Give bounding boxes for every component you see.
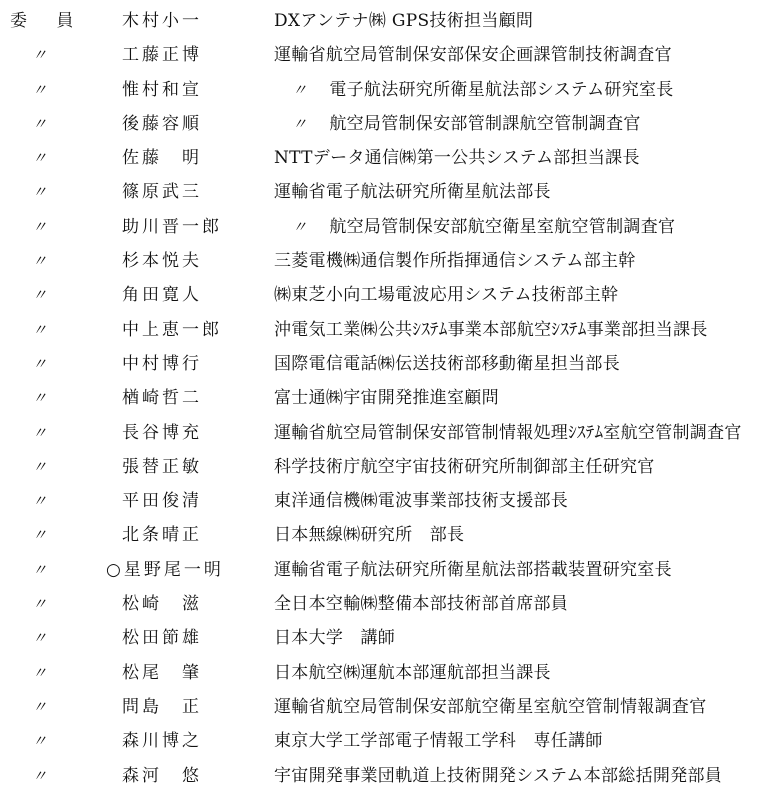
member-roster bbox=[0, 4, 784, 793]
member-affiliation: 国際電信電話㈱伝送技術部移動衛星担当部長 bbox=[274, 353, 620, 374]
member-name: 中上恵一郎 bbox=[122, 319, 222, 340]
member-affiliation: ㈱東芝小向工場電波応用システム技術部主幹 bbox=[274, 285, 619, 306]
member-name: 問島 正 bbox=[122, 696, 202, 717]
member-row bbox=[0, 210, 784, 244]
member-row bbox=[0, 313, 784, 347]
member-affiliation: 日本大学 講師 bbox=[274, 628, 396, 649]
member-row bbox=[0, 38, 784, 72]
member-role: 〃 bbox=[32, 560, 48, 579]
member-affiliation: 運輸省航空局管制保安部航空衛星室航空管制情報調査官 bbox=[274, 696, 707, 717]
member-row bbox=[0, 656, 784, 690]
member-row bbox=[0, 347, 784, 381]
member-affiliation: NTTデータ通信㈱第一公共システム部担当課長 bbox=[274, 148, 640, 169]
member-name: 木村小一 bbox=[122, 11, 202, 31]
member-name: 張替正敏 bbox=[122, 456, 202, 477]
member-role: 〃 bbox=[32, 114, 48, 133]
member-role: 〃 bbox=[32, 46, 48, 65]
member-affiliation: 全日本空輸㈱整備本部技術部首席部員 bbox=[274, 594, 569, 615]
member-role: 〃 bbox=[32, 629, 48, 648]
member-affiliation: 運輸省航空局管制保安部管制情報処理ｼｽﾃﾑ室航空管制調査官 bbox=[274, 422, 742, 443]
member-row bbox=[0, 278, 784, 312]
member-affiliation: 日本航空㈱運航本部運航部担当課長 bbox=[274, 662, 551, 683]
member-name-chair-marked: ○星野尾一明 bbox=[106, 559, 224, 580]
member-affiliation: 東京大学工学部電子情報工学科 専任講師 bbox=[274, 731, 603, 752]
member-affiliation: 日本無線㈱研究所 部長 bbox=[274, 525, 465, 546]
member-name: 中村博行 bbox=[122, 353, 202, 374]
member-affiliation: 運輸省電子航法研究所衛星航法部長 bbox=[274, 182, 551, 203]
member-role: 〃 bbox=[32, 732, 48, 751]
affiliation-ditto-mark: 〃 bbox=[292, 217, 308, 236]
member-role: 〃 bbox=[32, 149, 48, 168]
member-name: 角田寛人 bbox=[122, 285, 202, 306]
member-row bbox=[0, 450, 784, 484]
member-name: 後藤容順 bbox=[122, 113, 202, 134]
member-role: 〃 bbox=[32, 183, 48, 202]
affiliation-ditto-mark: 〃 bbox=[292, 114, 308, 133]
member-name: 長谷博充 bbox=[122, 422, 202, 443]
member-row bbox=[0, 518, 784, 552]
member-affiliation: 運輸省航空局管制保安部保安企画課管制技術調査官 bbox=[274, 45, 672, 66]
member-row bbox=[0, 175, 784, 209]
member-name: 佐藤 明 bbox=[122, 148, 202, 169]
member-role: 〃 bbox=[32, 286, 48, 305]
member-affiliation-block bbox=[292, 210, 784, 244]
member-row bbox=[0, 141, 784, 175]
member-role: 〃 bbox=[32, 252, 48, 271]
member-row bbox=[0, 73, 784, 107]
member-name: 北条晴正 bbox=[122, 525, 202, 546]
member-name: 平田俊清 bbox=[122, 491, 202, 512]
member-affiliation: 電子航法研究所衛星航法部システム研究室長 bbox=[329, 79, 674, 100]
member-role: 〃 bbox=[32, 457, 48, 476]
member-role: 〃 bbox=[32, 492, 48, 511]
member-row bbox=[0, 553, 784, 587]
member-affiliation: DXアンテナ㈱ GPS技術担当顧問 bbox=[274, 11, 534, 31]
member-role: 委 員 bbox=[10, 11, 86, 31]
member-role: 〃 bbox=[32, 595, 48, 614]
member-name: 惟村和宣 bbox=[122, 79, 202, 100]
member-role: 〃 bbox=[32, 320, 48, 339]
member-name: 篠原武三 bbox=[122, 182, 202, 203]
member-affiliation: 富士通㈱宇宙開発推進室顧問 bbox=[274, 388, 499, 409]
member-affiliation: 運輸省電子航法研究所衛星航法部搭載装置研究室長 bbox=[274, 559, 672, 580]
member-name: 楢崎哲二 bbox=[122, 388, 202, 409]
member-name: 助川晋一郎 bbox=[122, 216, 222, 237]
member-name: 森川博之 bbox=[122, 731, 202, 752]
member-role: 〃 bbox=[32, 663, 48, 682]
member-name: 松田節雄 bbox=[122, 628, 202, 649]
member-row bbox=[0, 587, 784, 621]
member-role: 〃 bbox=[32, 526, 48, 545]
member-name: 工藤正博 bbox=[122, 45, 202, 66]
member-row bbox=[0, 381, 784, 415]
member-role: 〃 bbox=[32, 423, 48, 442]
member-affiliation: 航空局管制保安部航空衛星室航空管制調査官 bbox=[329, 216, 676, 237]
member-row bbox=[0, 690, 784, 724]
member-row bbox=[0, 484, 784, 518]
affiliation-ditto-mark: 〃 bbox=[292, 80, 308, 99]
member-role: 〃 bbox=[32, 766, 48, 785]
member-name: 杉本悦夫 bbox=[122, 251, 202, 272]
member-role: 〃 bbox=[32, 217, 48, 236]
member-row bbox=[0, 4, 784, 38]
member-affiliation-block bbox=[292, 107, 784, 141]
member-role: 〃 bbox=[32, 354, 48, 373]
member-row bbox=[0, 244, 784, 278]
member-row bbox=[0, 759, 784, 793]
member-role: 〃 bbox=[32, 697, 48, 716]
member-row bbox=[0, 724, 784, 758]
member-name: 松尾 肇 bbox=[122, 662, 202, 683]
member-role: 〃 bbox=[32, 389, 48, 408]
member-affiliation: 三菱電機㈱通信製作所指揮通信システム部主幹 bbox=[274, 251, 636, 272]
member-affiliation: 航空局管制保安部管制課航空管制調査官 bbox=[329, 113, 641, 134]
member-affiliation: 科学技術庁航空宇宙技術研究所制御部主任研究官 bbox=[274, 456, 655, 477]
member-name: 松崎 滋 bbox=[122, 594, 202, 615]
member-row bbox=[0, 107, 784, 141]
member-affiliation: 宇宙開発事業団軌道上技術開発システム本部総括開発部員 bbox=[274, 765, 723, 786]
member-role: 〃 bbox=[32, 80, 48, 99]
member-name: 森河 悠 bbox=[122, 765, 202, 786]
member-affiliation-block bbox=[292, 73, 784, 107]
member-affiliation: 沖電気工業㈱公共ｼｽﾃﾑ事業本部航空ｼｽﾃﾑ事業部担当課長 bbox=[274, 319, 708, 340]
member-row bbox=[0, 416, 784, 450]
member-row bbox=[0, 621, 784, 655]
member-affiliation: 東洋通信機㈱電波事業部技術支援部長 bbox=[274, 491, 569, 512]
